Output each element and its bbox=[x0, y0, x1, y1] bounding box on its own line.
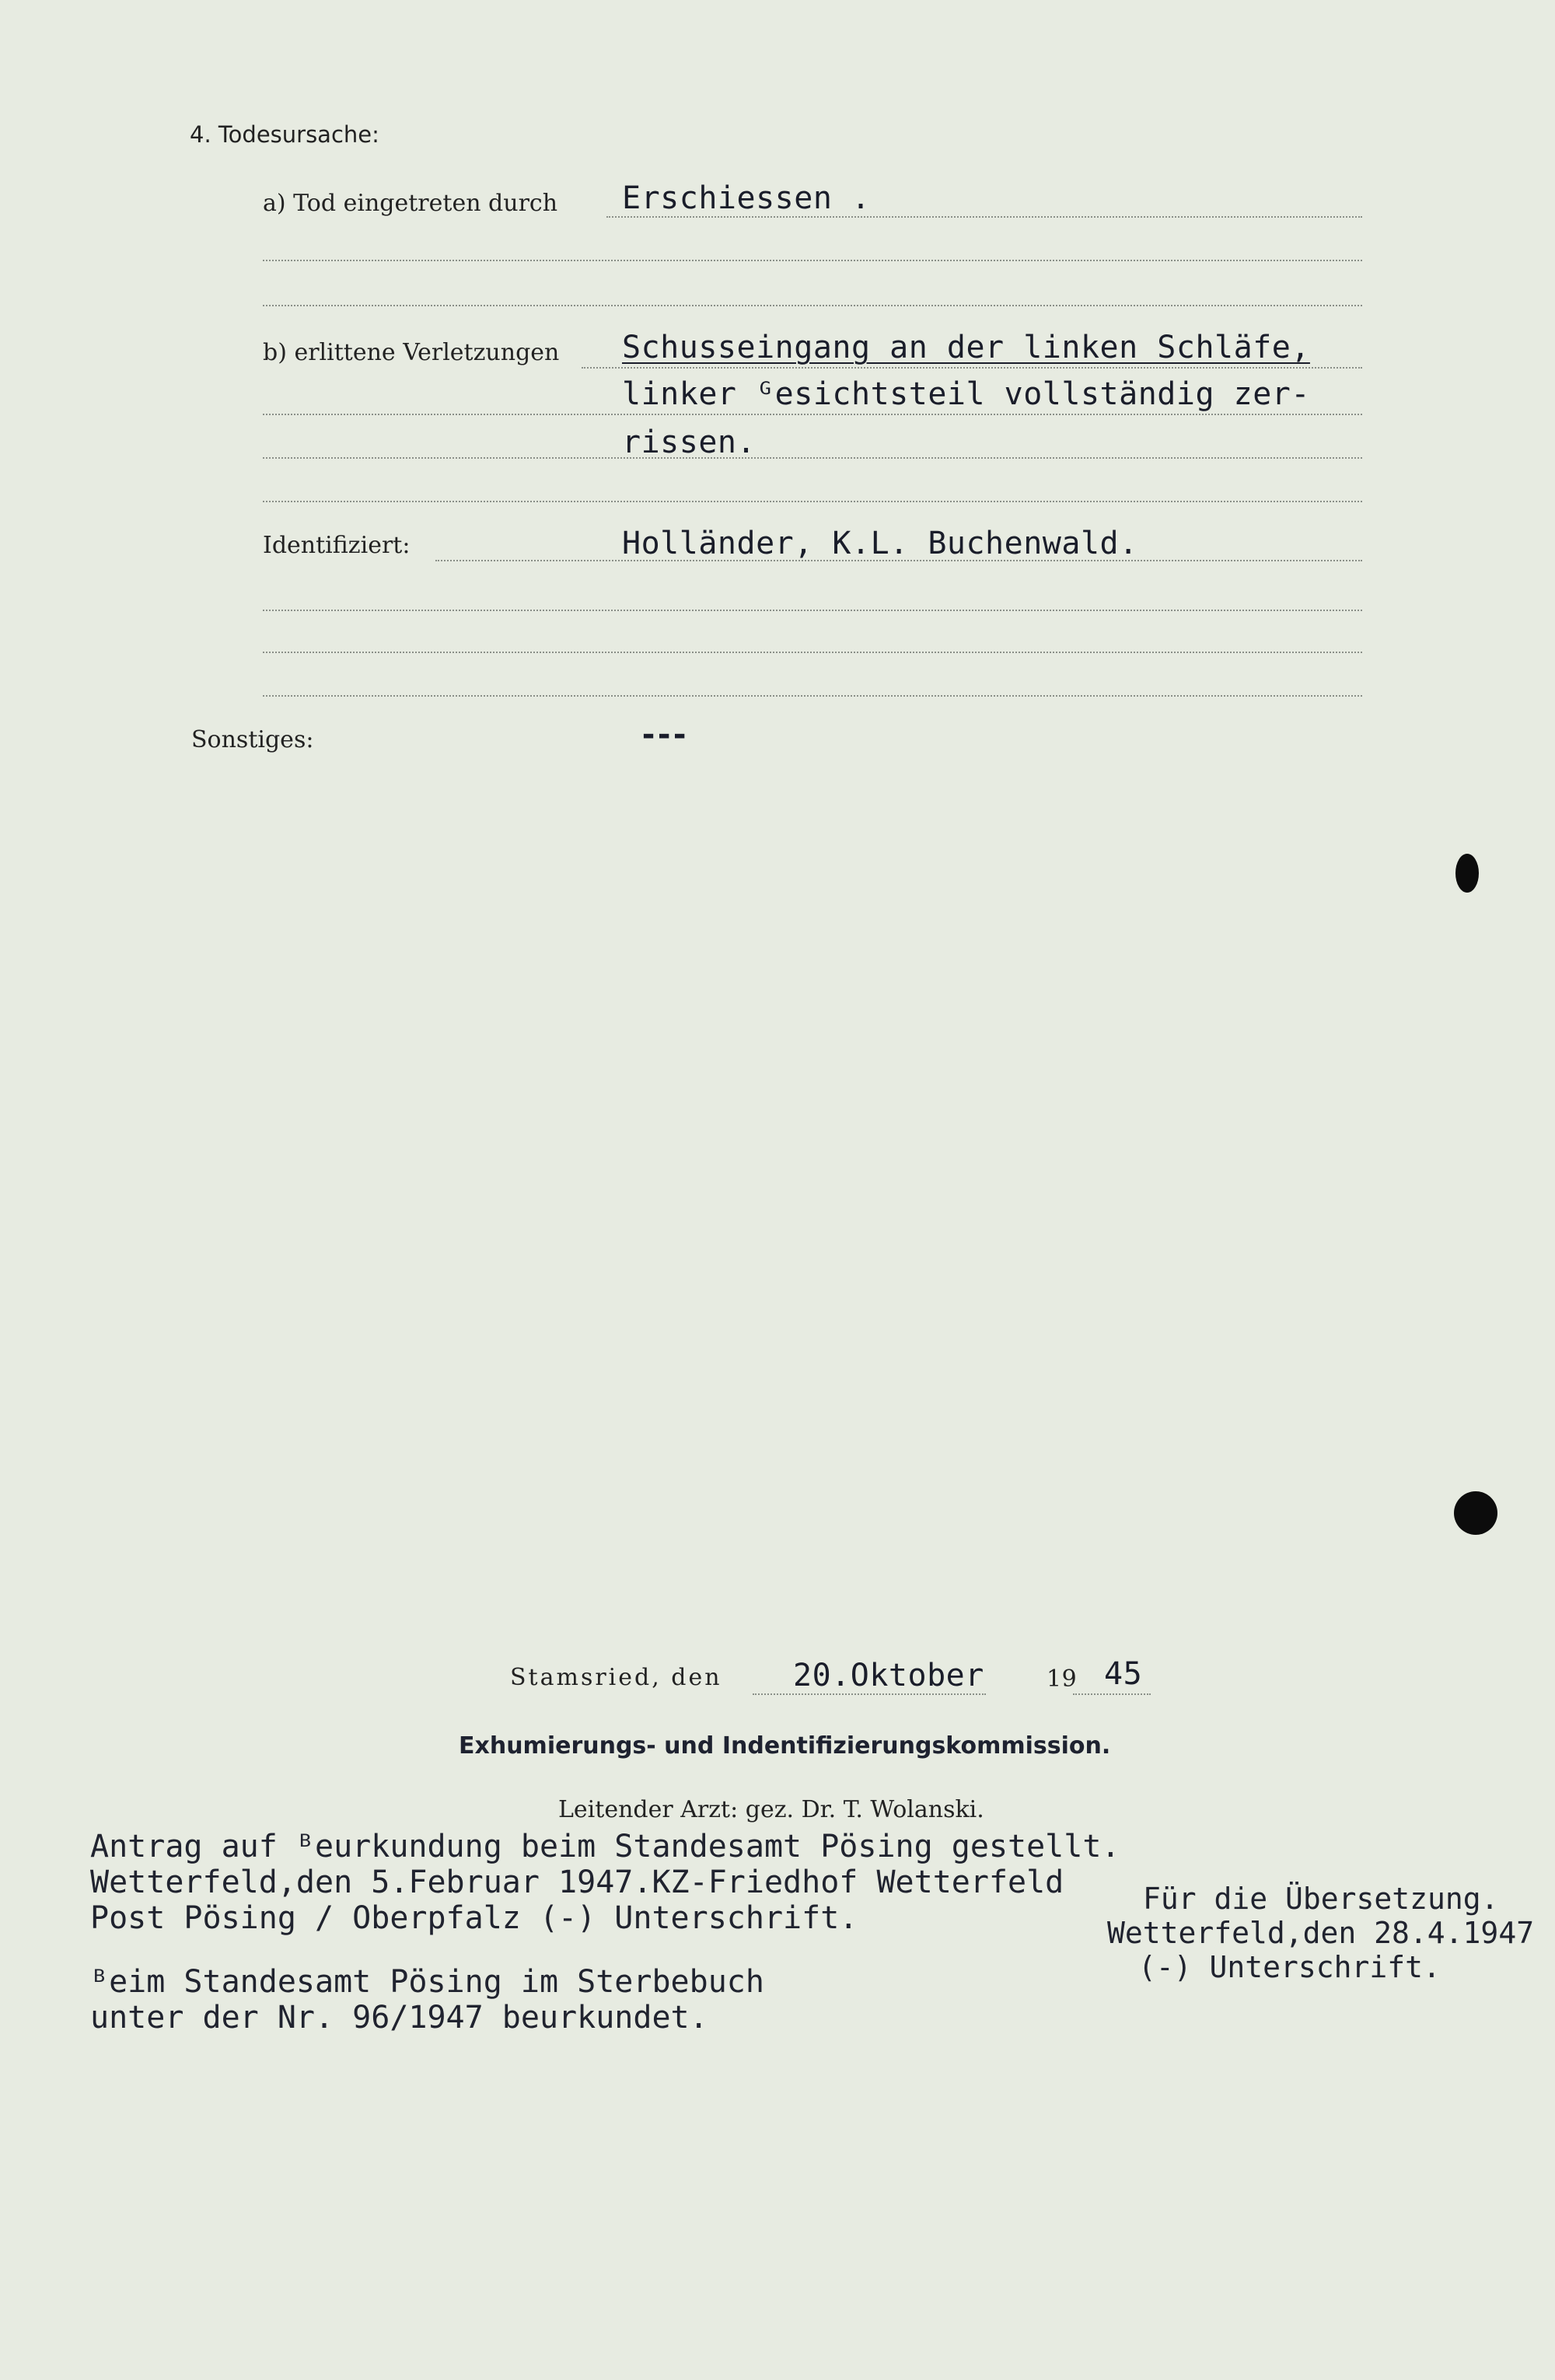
dotted-rule bbox=[263, 457, 1362, 459]
date-year: 45 bbox=[1104, 1656, 1143, 1692]
dotted-rule bbox=[263, 501, 1362, 502]
annotation-request-block bbox=[90, 1829, 1120, 1936]
date-day-month: 20.Oktober bbox=[793, 1658, 984, 1693]
dotted-rule bbox=[1073, 1693, 1151, 1695]
annotation-line: unter der Nr. 96/1947 beurkundet. bbox=[90, 2000, 708, 2036]
annotation-translation-block bbox=[1107, 1882, 1534, 1984]
dotted-rule bbox=[263, 695, 1362, 697]
commission-name: Exhumierungs- und Indentifizierungskommission. bbox=[459, 1732, 1111, 1760]
annotation-line: Wetterfeld,den 5.Februar 1947.KZ-Friedhof Wetterfeld bbox=[90, 1865, 1064, 1900]
dotted-rule bbox=[263, 652, 1362, 653]
death-cause-value: Erschiessen . bbox=[622, 180, 871, 216]
dotted-rule bbox=[263, 414, 1362, 415]
death-cause-label: a) Tod eingetreten durch bbox=[263, 190, 558, 217]
injuries-line-1: Schusseingang an der linken Schläfe, bbox=[622, 330, 1310, 365]
punch-hole-upper bbox=[1455, 854, 1479, 893]
other-value: --- bbox=[639, 717, 687, 753]
injuries-label: b) erlittene Verletzungen bbox=[263, 339, 560, 366]
dotted-rule bbox=[606, 216, 1362, 218]
annotation-line: Für die Übersetzung. bbox=[1143, 1882, 1499, 1916]
other-label: Sonstiges: bbox=[191, 726, 314, 753]
dotted-rule bbox=[263, 305, 1362, 306]
doctor-signature-line: Leitender Arzt: gez. Dr. T. Wolanski. bbox=[558, 1796, 984, 1823]
identified-label: Identifiziert: bbox=[263, 532, 411, 559]
injuries-line-3: rissen. bbox=[622, 425, 757, 460]
punch-hole-lower bbox=[1454, 1491, 1497, 1535]
annotation-line: (-) Unterschrift. bbox=[1138, 1950, 1441, 1984]
place-date-label: Stamsried, den bbox=[510, 1664, 722, 1691]
identified-value: Holländer, K.L. Buchenwald. bbox=[622, 526, 1138, 561]
dotted-rule bbox=[753, 1693, 986, 1695]
annotation-line: Antrag auf ᴮeurkundung beim Standesamt Pösing gestellt. bbox=[90, 1829, 1120, 1865]
annotation-line: ᴮeim Standesamt Pösing im Sterbebuch bbox=[90, 1964, 764, 2000]
date-century: 19 bbox=[1047, 1665, 1078, 1693]
section-heading: 4. Todesursache: bbox=[190, 121, 379, 148]
annotation-registry-block bbox=[90, 1964, 764, 2036]
injuries-line-2: linker ᴳesichtsteil vollständig zer- bbox=[622, 376, 1310, 412]
annotation-line: Post Pösing / Oberpfalz (-) Unterschrift. bbox=[90, 1900, 858, 1936]
dotted-rule bbox=[263, 610, 1362, 611]
annotation-line: Wetterfeld,den 28.4.1947 bbox=[1107, 1916, 1535, 1950]
dotted-rule bbox=[263, 260, 1362, 261]
dotted-rule bbox=[582, 367, 1362, 369]
